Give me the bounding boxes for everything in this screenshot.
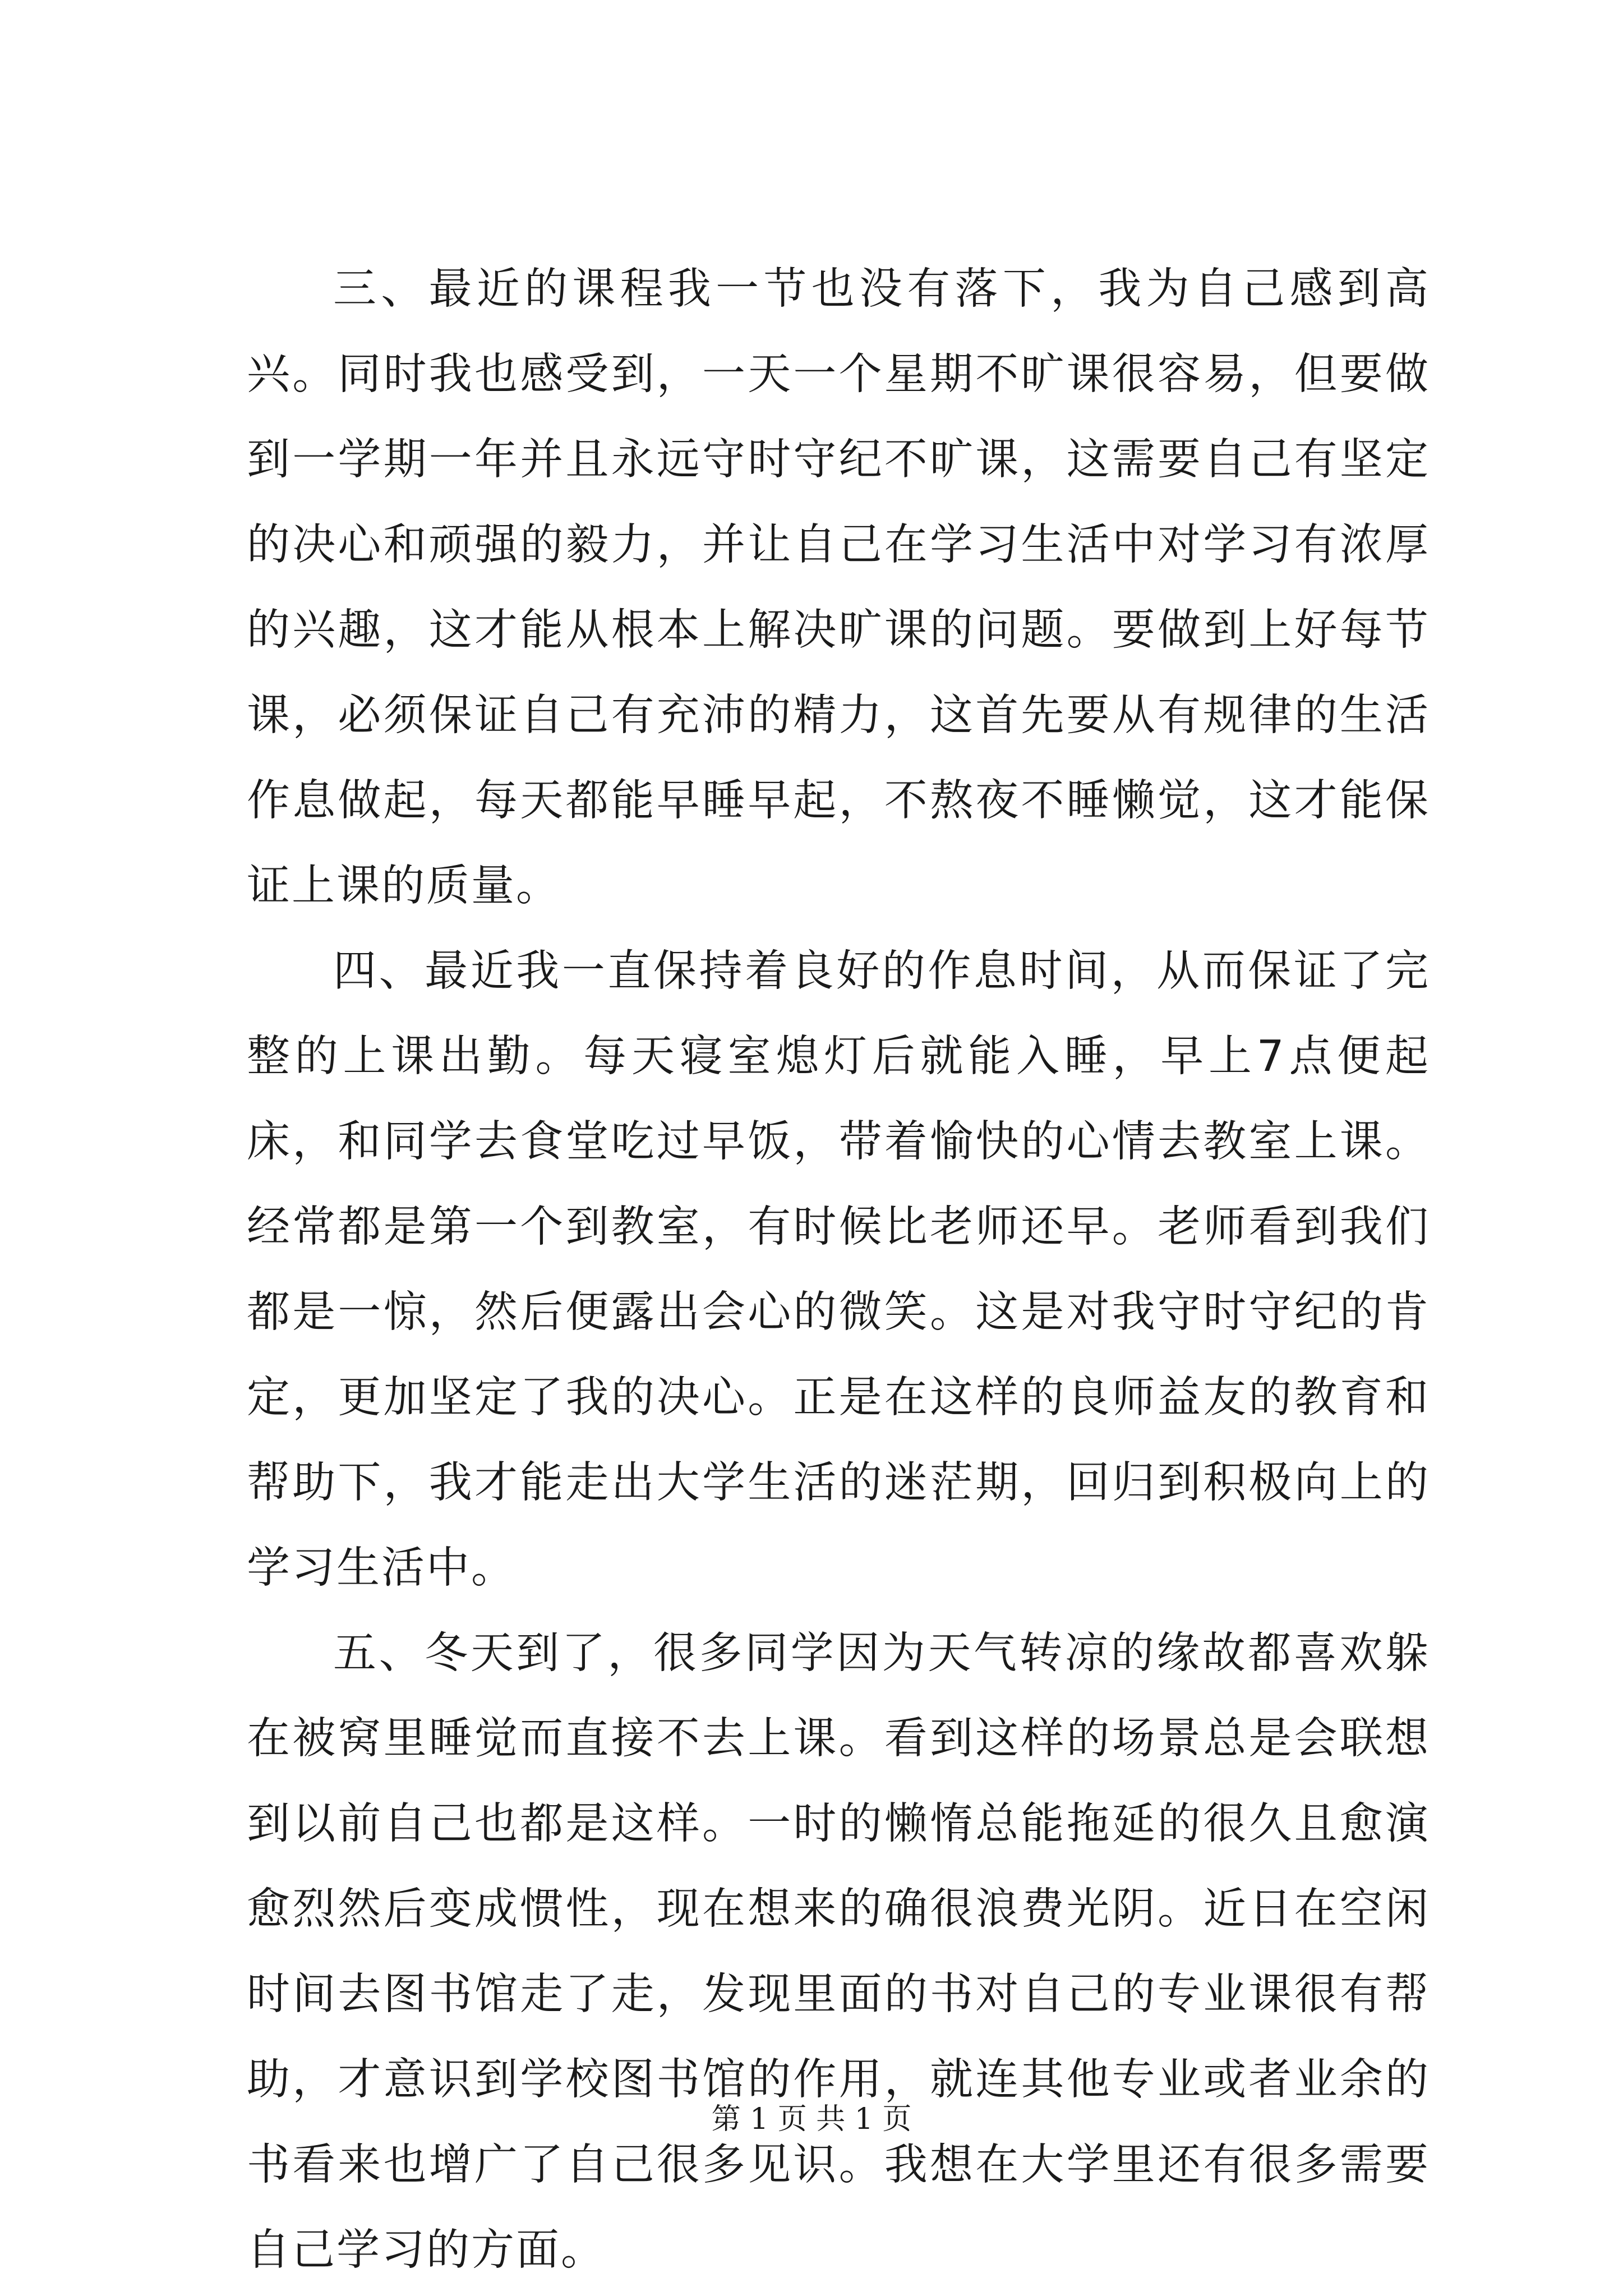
paragraph-4: 四、最近我一直保持着良好的作息时间，从而保证了完整的上课出勤。每天寝室熄灯后就能入睡，早上7点便起床，和同学去食堂吃过早饭，带着愉快的心情去教室上课。经常都是第一个到教室，有时候比老师还早。老师看到我们都是一惊，然后便露出会心的微笑。这是对我守时守纪的肯定，更加坚定了我的决心。正是在这样的良师益友的教育和帮助下，我才能走出大学生活的迷茫期，回归到积极向上的学习生活中。 [247, 946, 1430, 1593]
paragraph-3: 三、最近的课程我一节也没有落下，我为自己感到高兴。同时我也感受到，一天一个星期不旷课很容易，但要做到一学期一年并且永远守时守纪不旷课，这需要自己有坚定的决心和顽强的毅力，并让自己在学习生活中对学习有浓厚的兴趣，这才能从根本上解决旷课的问题。要做到上好每节课，必须保证自己有充沛的精力，这首先要从有规律的生活作息做起，每天都能早睡早起，不熬夜不睡懒觉，这才能保证上课的质量。 [247, 264, 1430, 911]
page-footer: 第 1 页 共 1 页 [711, 2102, 912, 2136]
document-body [247, 247, 1430, 2293]
paragraph-5: 五、冬天到了，很多同学因为天气转凉的缘故都喜欢躲在被窝里睡觉而直接不去上课。看到这样的场景总是会联想到以前自己也都是这样。一时的懒惰总能拖延的很久且愈演愈烈然后变成惯性，现在想来的确很浪费光阴。近日在空闲时间去图书馆走了走，发现里面的书对自己的专业课很有帮助，才意识到学校图书馆的作用，就连其他专业或者业余的书看来也增广了自己很多见识。我想在大学里还有很多需要自己学习的方面。 [247, 1628, 1430, 2275]
